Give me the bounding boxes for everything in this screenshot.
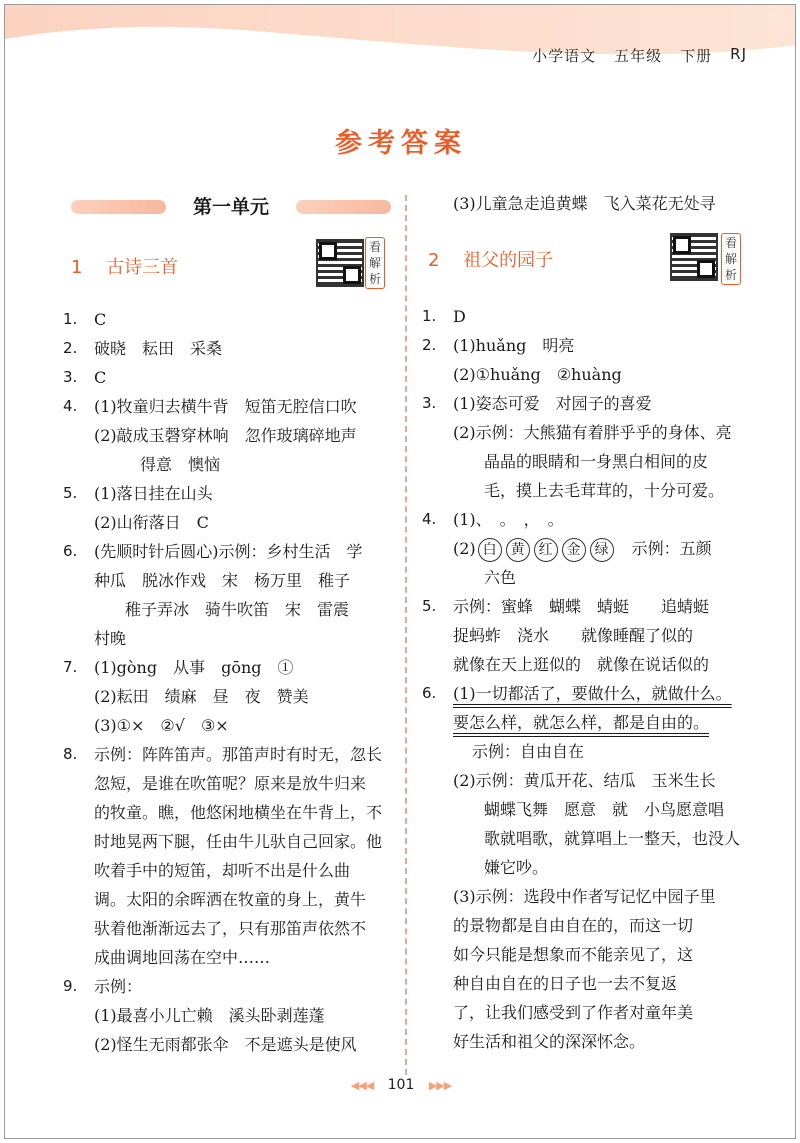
header-subject: 小学语文 (532, 47, 597, 65)
circled-char: 红 (534, 538, 558, 562)
answer-item: 4. (1)、 。 ， 。 (422, 510, 564, 529)
answer-line: 种瓜 脱冰作戏 宋 杨万里 稚子 (94, 571, 351, 590)
circled-char: 白 (478, 538, 502, 562)
page-number: 101 (387, 1077, 415, 1093)
answer-line: (2)山衔落日 C (94, 513, 209, 532)
answer-line: 调。太阳的余晖洒在牧童的身上，黄牛 (94, 890, 367, 909)
lesson-1-number: 1 (71, 257, 83, 278)
header-grade: 五年级 (614, 47, 663, 65)
left-column (63, 305, 398, 1059)
page-footer (5, 1077, 796, 1093)
answer-item: 2. 破晓 耘田 采桑 (63, 339, 223, 358)
answer-line: 得意 懊恼 (140, 455, 221, 474)
answer-item: 8. 示例：阵阵笛声。那笛声时有时无，忽长 (63, 745, 383, 764)
lesson-2-name: 祖父的园子 (463, 250, 554, 271)
answer-line: (2)①huǎng ②huàng (453, 365, 622, 384)
answer-item: 1. D (422, 307, 466, 326)
answer-line: 捉蚂蚱 浇水 就像睡醒了似的 (453, 626, 694, 645)
qr-label: 看解析 (721, 233, 741, 285)
answer-line: (2)示例：黄瓜开花、结瓜 玉米生长 (453, 771, 716, 790)
answer-item: 5. (1)落日挂在山头 (63, 484, 213, 503)
unit-title: 第一单元 (171, 193, 291, 221)
page-title: 参考答案 (335, 128, 467, 159)
answer-line: 时地晃两下腿，任由牛儿驮自己回家。他 (94, 832, 383, 851)
answer-item: 9. 示例： (63, 977, 143, 996)
answer-line: 忽短，是谁在吹笛呢？原来是放牛归来 (94, 774, 367, 793)
answer-line: 蝴蝶飞舞 愿意 就 小鸟愿意唱 (484, 800, 725, 819)
answer-item: 2. (1)huǎng 明亮 (422, 336, 575, 355)
answer-line: 了，让我们感受到了作者对童年美 (453, 1003, 694, 1022)
answer-line: 六色 (484, 568, 517, 587)
circled-char: 金 (562, 538, 586, 562)
answer-line: 晶晶的眼睛和一身黑白相间的皮 (484, 452, 709, 471)
answer-line: 就像在天上逛似的 就像在说话似的 (453, 655, 710, 674)
lesson-1-title (71, 253, 178, 279)
circled-char: 绿 (590, 538, 614, 562)
answer-line: (1)最喜小儿亡赖 溪头卧剥莲蓬 (94, 1006, 325, 1025)
answer-line: 驮着他渐渐远去了，只有那笛声依然不 (94, 919, 367, 938)
answer-item: 7. (1)gòng 从事 gōng ① (63, 658, 294, 677)
answer-line: (2)示例：大熊猫有着胖乎乎的身体、亮 (453, 423, 732, 442)
answer-item: 3. C (63, 368, 107, 387)
qr-label: 看解析 (365, 237, 385, 289)
prev-arrows-icon: ◀◀◀ (350, 1079, 374, 1092)
answer-line: (2) 白 黄 红 金 绿 示例：五颜 (422, 534, 767, 563)
answer-line: (2)耘田 绩麻 昼 夜 赞美 (94, 687, 309, 706)
unit-banner (71, 193, 391, 221)
answer-line: 种自由自在的日子也一去不复返 (453, 974, 678, 993)
right-column (422, 302, 767, 1056)
lesson-2-title (428, 246, 553, 272)
lesson-1-name: 古诗三首 (106, 257, 179, 278)
answer-line: 吹着手中的短笛，却听不出是什么曲 (94, 861, 351, 880)
answer-line: 成曲调地回荡在空中…… (94, 948, 271, 967)
page (4, 4, 796, 1139)
answer-item: 5. 示例：蜜蜂 蝴蝶 蜻蜓 追蜻蜓 (422, 597, 710, 616)
answer-item: 3. (1)姿态可爱 对园子的喜爱 (422, 394, 652, 413)
header-edition: RJ (730, 45, 747, 63)
answer-item: 1. C (63, 310, 107, 329)
answer-line: 好生活和祖父的深深怀念。 (453, 1032, 646, 1051)
answer-line: (3)①× ②√ ③× (94, 716, 229, 735)
qr-code-icon[interactable] (670, 233, 718, 281)
answer-line: (2)怪生无雨都张伞 不是遮头是使风 (94, 1035, 357, 1054)
qr-code-icon[interactable] (316, 239, 364, 287)
unit-bar-right (296, 200, 391, 214)
unit-bar-left (71, 200, 166, 214)
answer-line: 毛，摸上去毛茸茸的，十分可爱。 (484, 481, 725, 500)
answer-line: 如今只能是想象而不能亲见了，这 (453, 945, 694, 964)
next-arrows-icon: ▶▶▶ (428, 1079, 452, 1092)
header-volume: 下册 (680, 47, 713, 65)
answer-line: (2)敲成玉磬穿林响 忽作玻璃碎地声 (94, 426, 357, 445)
answer-line: (3)示例：选段中作者写记忆中园子里 (453, 887, 716, 906)
column-divider (405, 195, 407, 1075)
answer-line: 要怎么样，就怎么样，都是自由的。 (453, 713, 710, 732)
answer-line: 嫌它吵。 (484, 858, 549, 877)
answer-line: 示例：自由自在 (472, 742, 585, 761)
answer-line: 的景物都是自由自在的，而这一切 (453, 916, 694, 935)
answer-line: 的牧童。瞧，他悠闲地横坐在牛背上，不 (94, 803, 383, 822)
answer-item: 6. (先顺时针后圆心)示例：乡村生活 学 (63, 542, 363, 561)
answer-item: 6. (1)一切都活了，要做什么，就做什么。 (422, 684, 732, 703)
header (532, 45, 747, 66)
answer-line: 稚子弄冰 骑牛吹笛 宋 雷震 (125, 600, 350, 619)
answer-item: 4. (1)牧童归去横牛背 短笛无腔信口吹 (63, 397, 357, 416)
lesson-2-number: 2 (428, 250, 440, 271)
answer-line: 歌就唱歌，就算唱上一整天，也没人 (484, 829, 741, 848)
circled-char: 黄 (506, 538, 530, 562)
answer-line: 村晚 (94, 629, 127, 648)
right-column-continuation: (3)儿童急走追黄蝶 飞入菜花无处寻 (453, 194, 716, 213)
